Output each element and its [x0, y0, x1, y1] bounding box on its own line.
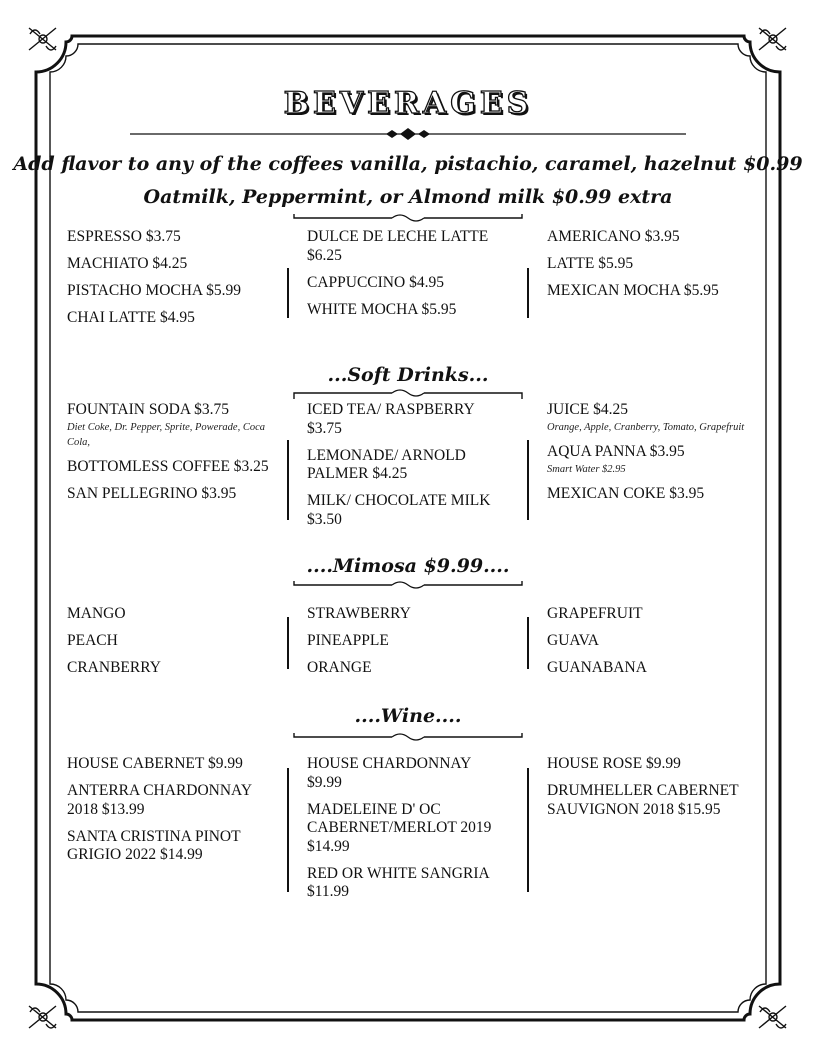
menu-item: SAN PELLEGRINO $3.95	[67, 485, 237, 502]
menu-item: GUAVA	[547, 632, 599, 649]
menu-item: MEXICAN MOCHA $5.95	[547, 282, 719, 299]
section-heading-soft-drinks: ...Soft Drinks...	[327, 364, 489, 386]
column-divider	[527, 768, 529, 892]
mimosa-column-3	[547, 605, 762, 686]
soft-drinks-column-1	[67, 401, 272, 512]
column-divider	[527, 440, 529, 520]
item-label: FOUNTAIN SODA $3.75	[67, 401, 229, 418]
menu-item: LATTE $5.95	[547, 255, 634, 272]
soft-drinks-column-2	[307, 401, 512, 538]
item-note: Orange, Apple, Cranberry, Tomato, Grapefruit	[547, 421, 745, 433]
heading-bracket	[292, 212, 524, 226]
menu-item: GUANABANA	[547, 659, 647, 676]
heading-bracket	[292, 387, 524, 401]
menu-item: ICED TEA/ RASPBERRY $3.75	[307, 401, 475, 437]
menu-item: CHAI LATTE $4.95	[67, 309, 195, 326]
heading-bracket	[292, 731, 524, 745]
column-divider	[527, 268, 529, 318]
menu-item: PISTACHO MOCHA $5.99	[67, 282, 242, 299]
menu-item: WHITE MOCHA $5.95	[307, 300, 457, 318]
item-note: Diet Coke, Dr. Pepper, Sprite, Powerade, Coca Cola,	[67, 421, 266, 448]
column-divider	[287, 768, 289, 892]
menu-item: ORANGE	[307, 659, 372, 676]
mimosa-column-2	[307, 605, 512, 686]
coffee-column-1	[67, 228, 272, 336]
item-label: AQUA PANNA $3.95	[547, 443, 685, 460]
page-title: BEVERAGES	[283, 86, 533, 121]
column-divider	[287, 440, 289, 520]
menu-item: PEACH	[67, 632, 118, 649]
menu-item: ANTERRA CHARDONNAY 2018 $13.99	[67, 782, 252, 818]
corner-ornament-icon	[756, 24, 790, 54]
item-note: Smart Water $2.95	[547, 463, 626, 475]
coffee-column-3	[547, 228, 762, 309]
wine-column-2	[307, 755, 507, 910]
corner-ornament-icon	[26, 1002, 60, 1032]
menu-item: HOUSE CHARDONNAY $9.99	[307, 755, 471, 791]
menu-item: HOUSE CABERNET $9.99	[67, 755, 243, 772]
heading-bracket	[292, 579, 524, 593]
soft-drinks-column-3	[547, 401, 762, 512]
menu-item	[67, 401, 272, 450]
section-heading-mimosa: ....Mimosa $9.99....	[306, 555, 510, 577]
menu-item: DRUMHELLER CABERNET SAUVIGNON 2018 $15.95	[547, 782, 739, 818]
coffee-column-2	[307, 228, 512, 328]
menu-item: STRAWBERRY	[307, 605, 411, 622]
milk-note: Oatmilk, Peppermint, or Almond milk $0.99 extra	[143, 186, 673, 208]
menu-item: SANTA CRISTINA PINOT GRIGIO 2022 $14.99	[67, 827, 241, 863]
column-divider	[527, 617, 529, 669]
corner-ornament-icon	[26, 24, 60, 54]
menu-item: MILK/ CHOCOLATE MILK $3.50	[307, 492, 491, 528]
wine-column-3	[547, 755, 747, 828]
menu-item: MEXICAN COKE $3.95	[547, 485, 705, 502]
menu-item: HOUSE ROSE $9.99	[547, 755, 681, 772]
mimosa-column-1	[67, 605, 272, 686]
menu-item	[547, 401, 762, 435]
menu-item: LEMONADE/ ARNOLD PALMER $4.25	[307, 446, 466, 482]
corner-ornament-icon	[756, 1002, 790, 1032]
menu-item: DULCE DE LECHE LATTE $6.25	[307, 228, 489, 264]
menu-item: CRANBERRY	[67, 659, 161, 676]
menu-item: MADELEINE D' OC CABERNET/MERLOT 2019 $14.99	[307, 800, 492, 855]
menu-item: CAPPUCCINO $4.95	[307, 273, 444, 291]
flavor-note: Add flavor to any of the coffees vanilla, pistachio, caramel, hazelnut $0.99	[13, 153, 803, 175]
section-heading-wine: ....Wine....	[354, 705, 462, 727]
menu-item: GRAPEFRUIT	[547, 605, 643, 622]
menu-item	[547, 443, 762, 477]
wine-column-1	[67, 755, 267, 873]
menu-item: RED OR WHITE SANGRIA $11.99	[307, 864, 489, 900]
column-divider	[287, 268, 289, 318]
menu-item: ESPRESSO $3.75	[67, 228, 181, 245]
column-divider	[287, 617, 289, 669]
title-divider	[130, 124, 686, 144]
item-label: JUICE $4.25	[547, 401, 628, 418]
menu-item: MANGO	[67, 605, 126, 622]
menu-item: BOTTOMLESS COFFEE $3.25	[67, 458, 269, 475]
menu-item: PINEAPPLE	[307, 632, 389, 649]
menu-item: MACHIATO $4.25	[67, 255, 188, 272]
menu-item: AMERICANO $3.95	[547, 228, 680, 245]
